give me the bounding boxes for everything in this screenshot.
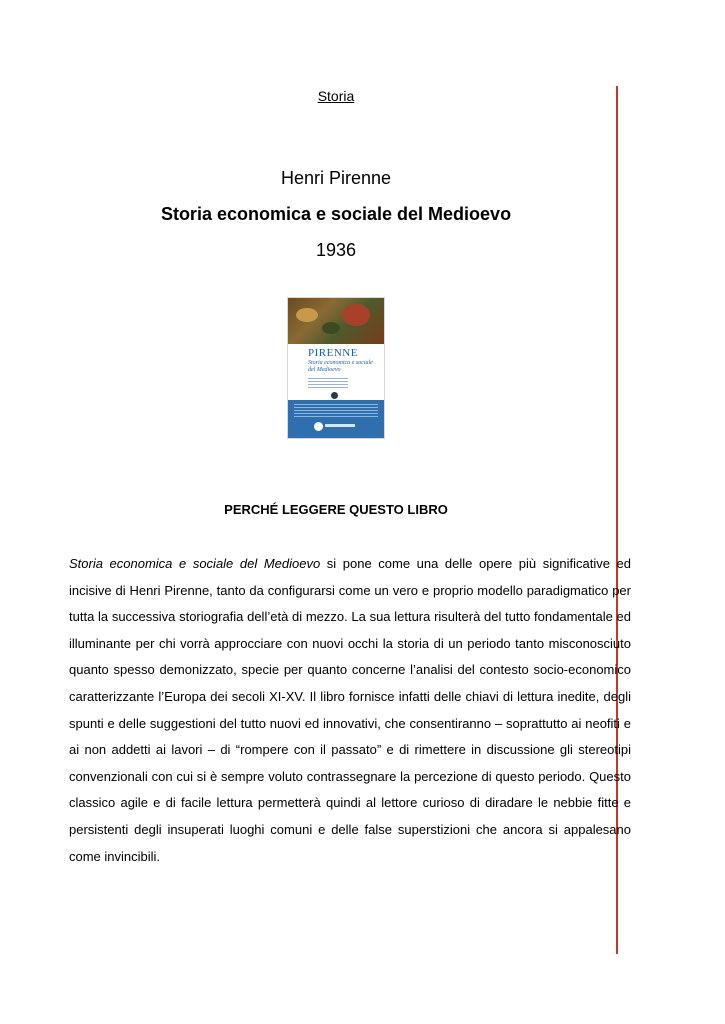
cover-author: PIRENNE [308, 347, 358, 359]
section-heading: PERCHÉ LEGGERE QUESTO LIBRO [224, 502, 448, 517]
body-text: si pone come una delle opere più significative ed incisive di Henri Pirenne, tanto da configurarsi come un vero e proprio modello paradigmatico per tutta la successiva storiografia dell’età di mezzo. La sua lettura risulterà del tutto fondamentale ed illuminante per chi vorrà approcciare con nuovi occhi la storia di un periodo tanto misconosciuto quanto spesso demonizzato, specie per quanto concerne l’analisi del contesto socio-economico caratterizzante l’Europa dei secoli XI-XV. Il libro fornisce infatti delle chiavi di lettura inedite, degli spunti e delle suggestioni del tutto nuovi ed innovativi, che consentiranno – soprattutto ai neofiti e ai non addetti ai lavori – di “rompere con il passato” e di rimettere in discussione gli stereotipi convenzionali con cui si è sempre voluto contrassegnare la percezione di questo periodo. Questo classico agile e di facile lettura permetterà quindi al lettore curioso di diradare le nebbie fitte e persistenti degli insuperati luoghi comuni e delle false superstizioni che ancora si appalesano come invincibili. [69, 556, 631, 864]
publisher-logo-icon [314, 422, 323, 431]
cover-painting [288, 298, 384, 344]
cover-title: Storia economica e sociale del Medioevo [308, 360, 373, 373]
book-cover-image [288, 298, 384, 438]
publication-year: 1936 [315, 240, 357, 260]
category-link[interactable]: Storia [317, 88, 355, 104]
body-paragraph [69, 551, 631, 870]
cover-blurb-band [288, 400, 384, 438]
book-author: Henri Pirenne [280, 168, 392, 188]
book-title: Storia economica e sociale del Medioevo [160, 204, 512, 224]
body-lead-title: Storia economica e sociale del Medioevo [69, 556, 321, 571]
cover-credits [308, 378, 348, 390]
publisher-logo-text [325, 424, 355, 427]
cover-emblem-icon [331, 392, 338, 399]
